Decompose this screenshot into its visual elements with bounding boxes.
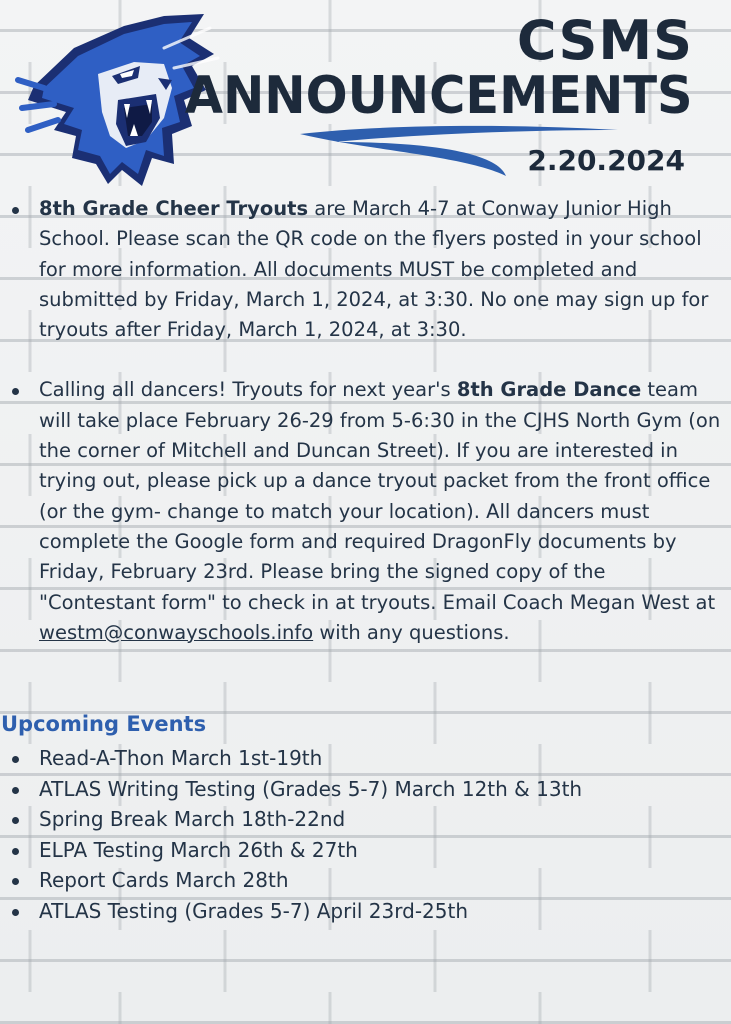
event-item: [0, 774, 582, 805]
bullet-icon: [12, 848, 19, 855]
dance-tryouts-intro: Calling all dancers! Tryouts for next year's: [39, 378, 457, 402]
upcoming-events-heading: Upcoming Events: [1, 712, 207, 736]
announcement-cheer-tryouts: [0, 194, 731, 345]
announcements-list: [0, 194, 731, 648]
bullet-icon: [12, 388, 19, 395]
bullet-icon: [12, 817, 19, 824]
coach-email-link[interactable]: westm@conwayschools.info: [39, 620, 314, 644]
event-item: [0, 835, 582, 866]
cheer-tryouts-heading: 8th Grade Cheer Tryouts: [39, 197, 309, 220]
event-label: Report Cards March 28th: [39, 868, 289, 893]
event-label: ELPA Testing March 26th & 27th: [39, 837, 358, 862]
event-item: [0, 896, 582, 927]
event-label: ATLAS Writing Testing (Grades 5-7) March 12th & 13th: [39, 776, 583, 801]
bullet-icon: [12, 756, 19, 763]
dance-tryouts-tail: with any questions.: [313, 620, 510, 644]
event-item: [0, 804, 582, 835]
title-csms: CSMS: [516, 9, 693, 72]
announcement-dance-tryouts: [0, 375, 731, 648]
bullet-icon: [12, 207, 19, 214]
bullet-icon: [12, 909, 19, 916]
dance-tryouts-text: team will take place February 26-29 from 5-6:30 in the CJHS North Gym (on the corner of Mitchell and Duncan Street). If you are interested in trying out, please pick up a dance tryout packet from the front office (or the gym- change to match your location). All dancers must complete the Google form and required DragonFly documents by Friday, February 23rd. Please bring the signed copy of the "Contestant form" to check in at tryouts. Email Coach Megan West at: [39, 378, 721, 614]
dance-tryouts-heading: 8th Grade Dance: [456, 378, 642, 402]
event-label: Spring Break March 18th-22nd: [39, 807, 346, 832]
upcoming-events-list: [0, 743, 582, 927]
event-label: Read-A-Thon March 1st-19th: [39, 746, 323, 770]
event-label: ATLAS Testing (Grades 5-7) April 23rd-25th: [39, 898, 469, 923]
bullet-icon: [12, 787, 19, 794]
event-item: [0, 865, 582, 896]
title-announcements: ANNOUNCEMENTS: [185, 66, 693, 126]
bullet-icon: [12, 878, 19, 885]
event-item: [0, 743, 582, 774]
announcement-date: 2.20.2024: [527, 144, 685, 177]
cheer-tryouts-text: are March 4-7 at Conway Junior High School. Please scan the QR code on the flyers posted in your school for more information. All documents MUST be completed and submitted by Friday, March 1, 2024, at 3:30. No one may sign up for tryouts after Friday, March 1, 2024, at 3:30.: [39, 197, 709, 342]
